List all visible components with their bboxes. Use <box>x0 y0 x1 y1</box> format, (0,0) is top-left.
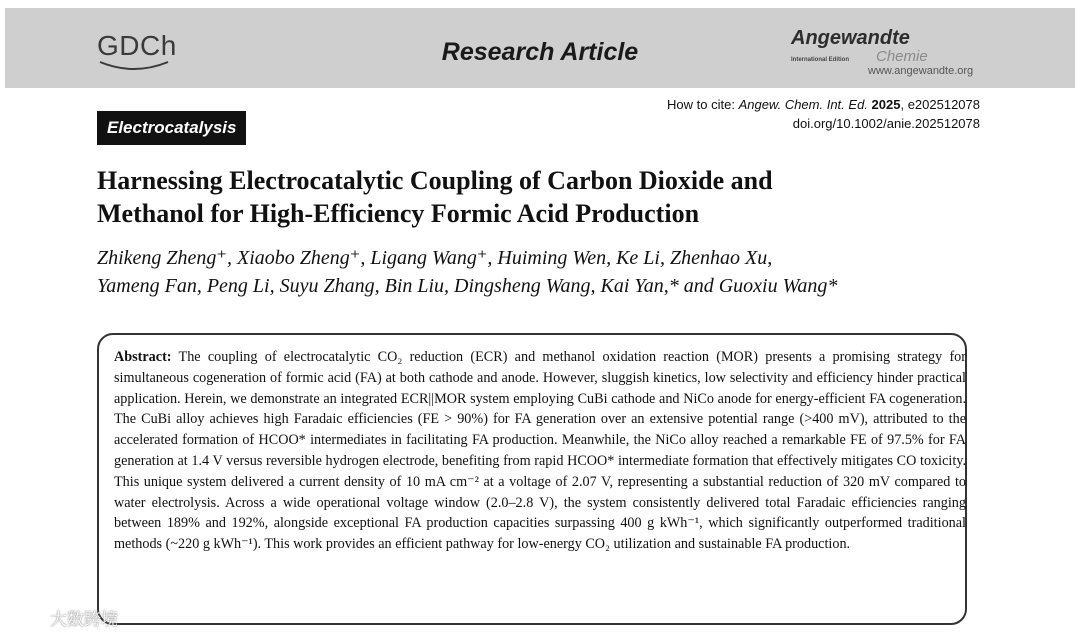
watermark-text: 大数跨境 <box>50 610 118 630</box>
abstract-label: Abstract: <box>114 349 172 365</box>
citation-year: 2025 <box>871 97 901 112</box>
gdch-logo: GDCh <box>97 30 177 61</box>
article-title <box>97 164 977 230</box>
citation-block <box>667 95 980 133</box>
journal-name-chemie: Chemie <box>876 48 928 65</box>
author-line: Yameng Fan, Peng Li, Suyu Zhang, Bin Liu, Dingsheng Wang, Kai Yan,* and Guoxiu Wang* <box>97 275 838 297</box>
author-list <box>97 244 997 300</box>
author-line: Zhikeng Zheng⁺, Xiaobo Zheng⁺, Ligang Wang⁺, Huiming Wen, Ke Li, Zhenhao Xu, <box>97 247 773 269</box>
category-badge: Electrocatalysis <box>97 111 246 145</box>
journal-url[interactable]: www.angewandte.org <box>868 65 974 77</box>
watermark <box>6 605 118 630</box>
journal-logo[interactable] <box>791 27 991 82</box>
doi-link[interactable]: doi.org/10.1002/anie.202512078 <box>792 116 980 131</box>
abstract-body: The coupling of electrocatalytic CO₂ reduction (ECR) and methanol oxidation reaction (MOR) presents a promising strategy for simultaneous cogeneration of formic acid (FA) at both cathode and anode. However, sluggish kinetics, low selectivity and efficiency hinder practical application. Herein, we demonstrate an integrated ECR||MOR system employing CuBi cathode and NiCo anode for energy-efficient FA cogeneration. The CuBi alloy achieves high Faradaic efficiencies (FE > 90%) for FA generation over an extensive potential range (>400 mV), attributed to the accelerated formation of HCOO* intermediates in facilitating FA production. Meanwhile, the NiCo alloy reached a remarkable FE of 97.5% for FA generation at 1.4 V versus reversible hydrogen electrode, benefiting from rapid HCOO* intermediate formation that effectively mitigates CO toxicity. This unique system delivered a current density of 10 mA cm⁻² at a voltage of 2.07 V, representing a substantial reduction of 320 mV compared to water electrolysis. Across a wide operational voltage window (2.0–2.8 V), the system consistently delivered total Faradaic efficiencies ranging between 189% and 192%, alongside exceptional FA production capacities surpassing 400 g kWh⁻¹, which significantly outperformed traditional methods (~220 g kWh⁻¹). This work provides an efficient pathway for low-energy CO₂ utilization and sustainable FA production. <box>114 349 966 553</box>
article-type-heading: Research Article <box>441 38 639 66</box>
citation-line <box>667 95 980 114</box>
watermark-logo-icon <box>6 607 46 629</box>
citation-journal: Angew. Chem. Int. Ed. <box>738 97 868 112</box>
citation-article-id: , e202512078 <box>900 97 980 112</box>
citation-prefix: How to cite: <box>667 97 739 112</box>
title-line: Methanol for High-Efficiency Formic Acid Production <box>97 199 700 228</box>
journal-edition-label: International Edition <box>791 57 849 63</box>
abstract-text <box>114 347 966 555</box>
journal-name-angewandte: Angewandte <box>791 27 910 49</box>
title-line: Harnessing Electrocatalytic Coupling of Carbon Dioxide and <box>97 166 773 195</box>
